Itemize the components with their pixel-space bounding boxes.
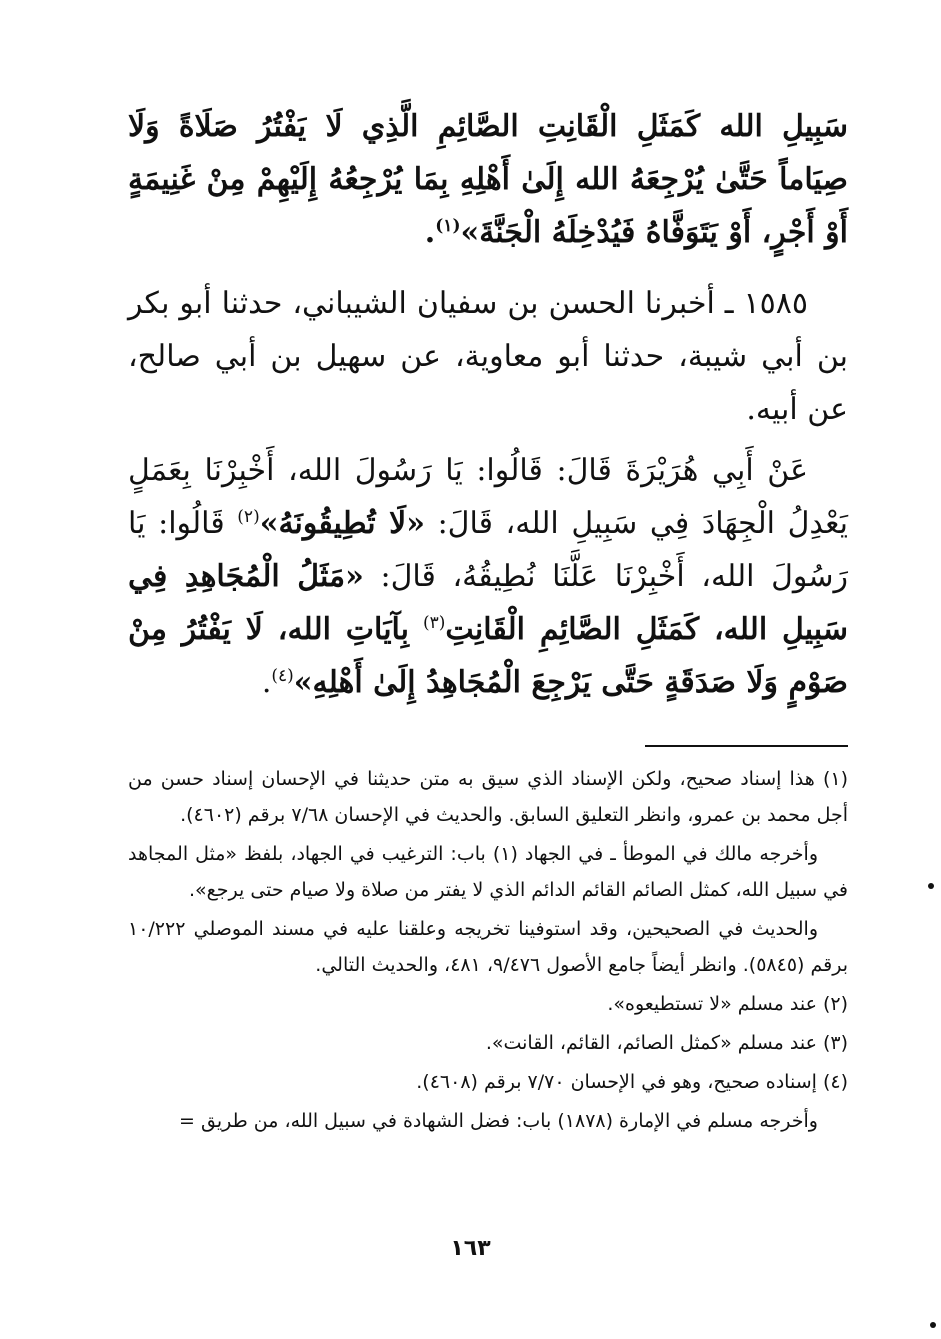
page-number: ١٦٣ [450,1236,491,1261]
footnote-1: (١) هذا إسناد صحيح، ولكن الإسناد الذي سيق به متن حديثنا في الإحسان إسناد حسن من أجل محمد بن عمرو، وانظر التعليق السابق. والحديث في الإحسان ٧/٦٨ برقم (٤٦٠٢). [128,768,848,826]
isnad-block [128,277,848,436]
hadith-quote-2: «مَثَلُ الْمُجَاهِدِ فِي سَبِيلِ الله، كَمَثَلِ الصَّائِمِ الْقَانِتِ [128,559,848,647]
footnote-1-continuation-b: والحديث في الصحيحين، وقد استوفينا تخريجه وعلقنا عليه في مسند الموصلي ١٠/٢٢٢ برقم (٥٨٤٥). وانظر أيضاً جامع الأصول ٩/٤٧٦، ٤٨١، والحديث التالي. [128,918,848,976]
footnote-ref-1[interactable]: (١) [435,216,461,236]
paragraph-isnad [128,277,848,436]
footnote-4-continuation: وأخرجه مسلم في الإمارة (١٨٧٨) باب: فضل الشهادة في سبيل الله، من طريق = [179,1110,818,1132]
main-text [128,100,848,259]
hadith-quote-3: بِآيَاتِ الله، لَا يَفْتُرُ مِنْ صَوْمٍ وَلَا صَدَقَةٍ حَتَّى يَرْجِعَ الْمُجَاهِدُ إِلَىٰ أَهْلِهِ» [128,612,848,700]
paragraph-continued-hadith [128,100,848,259]
page-body [128,100,848,1142]
margin-mark [928,883,934,889]
footnotes-section [128,761,848,1139]
footnote-ref-3[interactable]: (٣) [423,613,446,633]
hadith-text-1: سَبِيلِ الله كَمَثَلِ الْقَانِتِ الصَّائِمِ الَّذِي لَا يَفْتُرُ صَلَاةً وَلَا صِيَاماً حَتَّىٰ يُرْجِعَهُ الله إِلَىٰ أَهْلِهِ بِمَا يُرْجِعُهُ إِلَيْهِمْ مِنْ غَنِيمَةٍ أَوْ أَجْرٍ، أَوْ يَتَوَفَّاهُ فَيُدْخِلَهُ الْجَنَّةَ» [128,109,848,250]
footnote-3: (٣) عند مسلم «كمثل الصائم، القائم، القانت». [485,1032,848,1054]
footnote-1-continuation-a: وأخرجه مالك في الموطأ ـ في الجهاد (١) باب: الترغيب في الجهاد، بلفظ «مثل المجاهد في سبيل الله، كمثل الصائم القائم الدائم الذي لا يفتر من صلاة ولا صيام حتى يرجع». [128,843,848,901]
hadith-text-1-end: . [424,215,436,250]
footnote-divider [645,745,848,747]
hadith-end: . [261,665,272,700]
footnote-4: (٤) إسناده صحيح، وهو في الإحسان ٧/٧٠ برقم (٤٦٠٨). [416,1071,848,1093]
hadith-quote-1: «لَا تُطِيقُونَهُ» [259,506,425,541]
footnote-ref-2[interactable]: (٢) [237,507,260,527]
hadith-intro: عَنْ أَبِي هُرَيْرَةَ قَالَ: قَالُوا: يَا رَسُولَ الله، أَخْبِرْنَا بِعَمَلٍ يَعْدِلُ الْجِهَادَ فِي سَبِيلِ الله، قَالَ: [128,453,848,541]
hadith-block [128,444,848,709]
paragraph-hadith [128,444,848,709]
footnote-2: (٢) عند مسلم «لا تستطيعوه». [607,993,848,1015]
margin-mark-bottom [930,1322,936,1328]
hadith-middle: قَالُوا: يَا رَسُولَ الله، أَخْبِرْنَا عَلَّنَا نُطِيقُهُ، قَالَ: [128,506,848,594]
isnad-text: ١٥٨٥ ـ أخبرنا الحسن بن سفيان الشيباني، حدثنا أبو بكر بن أبي شيبة، حدثنا أبو معاوية، عن سهيل بن أبي صالح، عن أبيه. [128,286,848,427]
footnote-ref-4[interactable]: (٤) [271,666,294,686]
